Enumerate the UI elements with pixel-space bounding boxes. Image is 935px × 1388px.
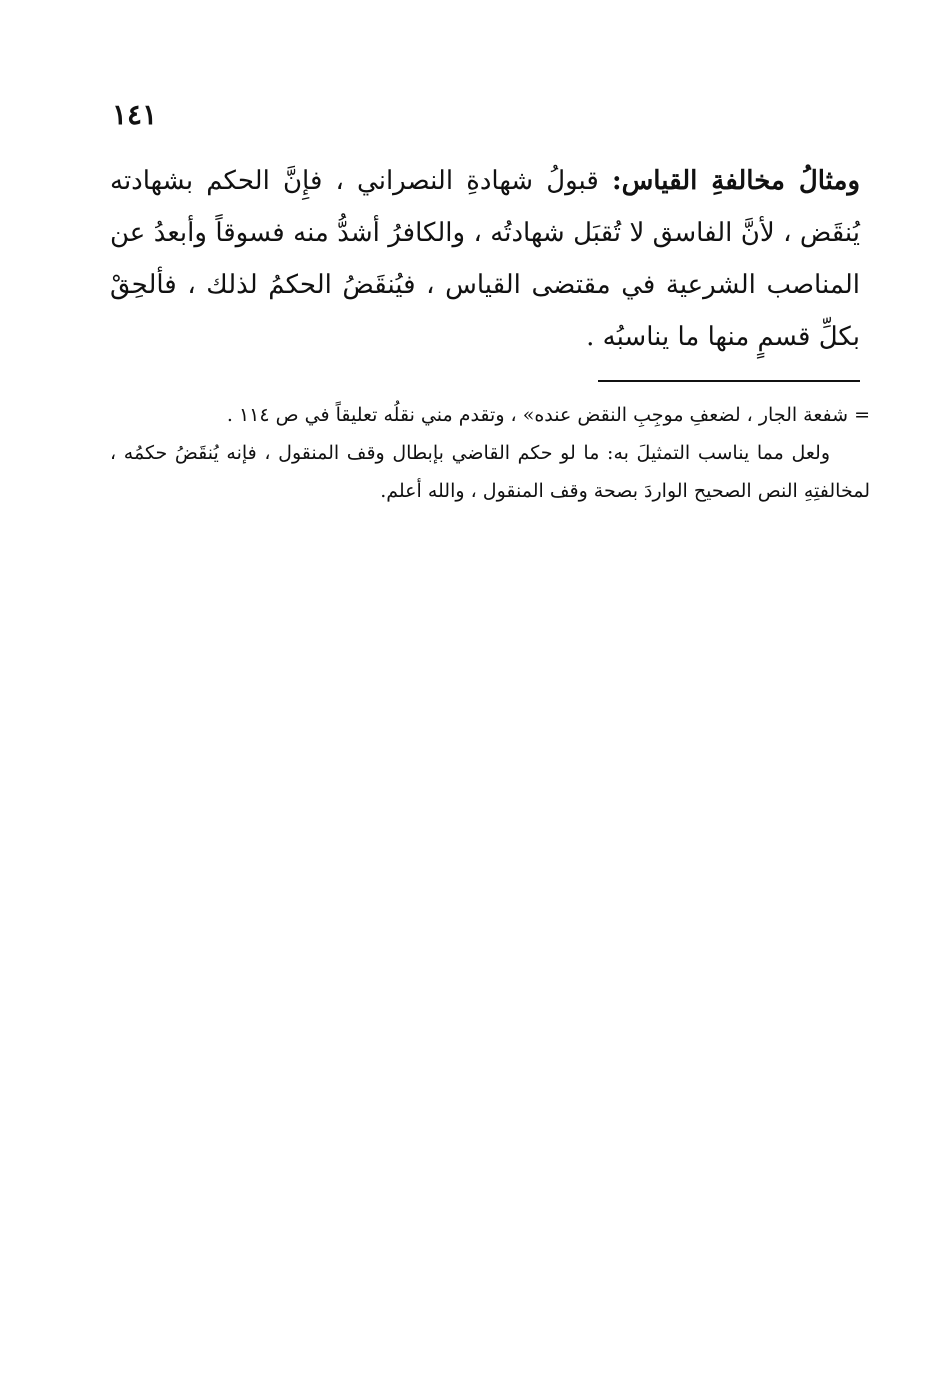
page-number: ١٤١ [112,98,158,131]
continuation-mark: = [854,404,870,426]
main-paragraph [110,155,860,363]
example-lead-term: ومثالُ مخالفةِ القياس: [611,166,860,196]
footnote-line-continued [110,396,870,434]
footnote-paragraph: ولعل مما يناسب التمثيلَ به: ما لو حكم القاضي بإبطال وقف المنقول ، فإنه يُنقَضُ حكمُه ، لمخالفتِهِ النص الصحيح الواردَ بصحة وقف المنقول ، والله أعلم. [110,442,870,502]
main-body-text: قبولُ شهادةِ النصراني ، فإِنَّ الحكم بشهادته يُنقَض ، لأنَّ الفاسق لا تُقبَل شهادتُه ، والكافرُ أشدُّ منه فسوقاً وأبعدُ عن المناصب الشرعية في مقتضى القياس ، فيُنقَضُ الحكمُ لذلك ، فألحِقْ بكلِّ قسمٍ منها ما يناسبُه . [110,166,860,352]
footnote-divider [598,380,860,382]
footnote-block [110,396,870,510]
footnote-continued-text: شفعة الجار ، لضعفِ موجِبِ النقض عنده» ، وتقدم مني نقلُه تعليقاً في ص ١١٤ . [226,404,849,426]
